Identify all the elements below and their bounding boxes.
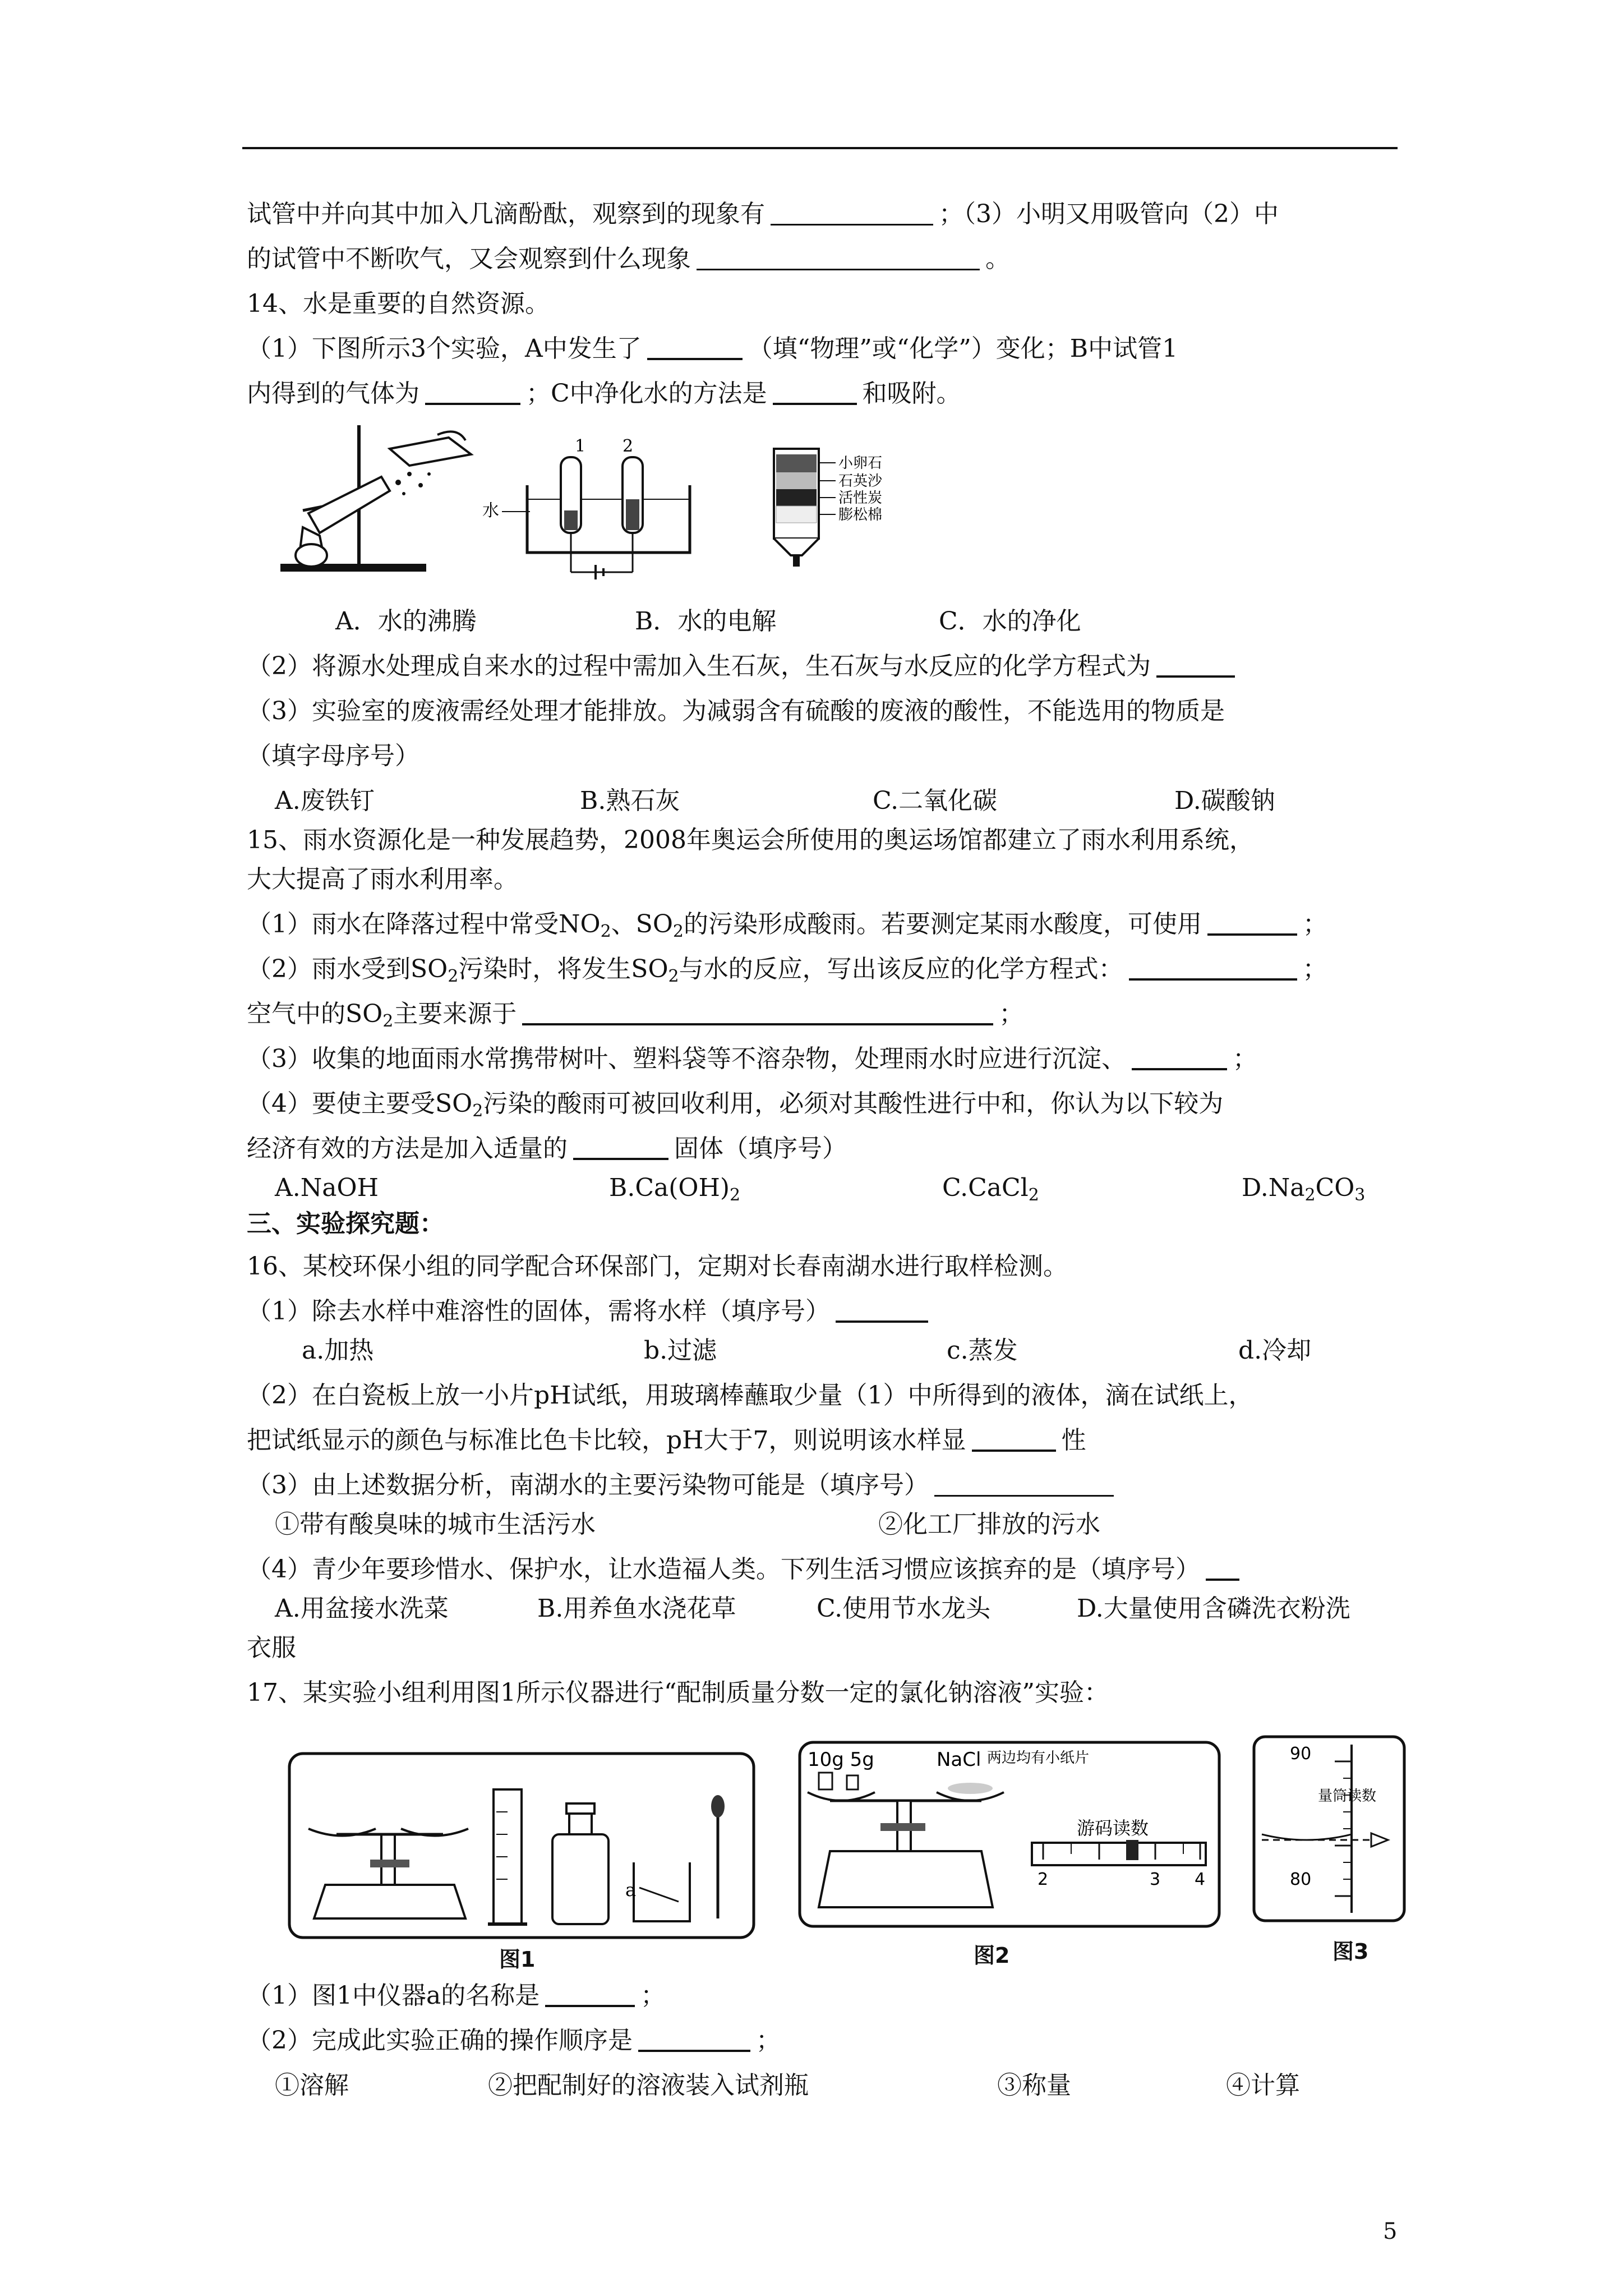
q15-p1: （1）雨水在降落过程中常受$NO_2$、$SO_2$的污染形成酸雨。若要测定某雨水酸度，可使用 ； — [247, 908, 1327, 949]
answer-blank[interactable] — [1129, 953, 1297, 981]
scale-tick-3: 3 — [1150, 1870, 1161, 1889]
figure-a-boiling-water — [269, 421, 482, 578]
q16-p2-line-1: （2）在白瓷板上放一小片pH试纸，用玻璃棒蘸取少量（1）中所得到的液体，滴在试纸上， — [247, 1381, 1253, 1410]
header-rule — [242, 147, 1398, 149]
answer-blank[interactable] — [1156, 650, 1235, 678]
q17-step-4: ④计算 — [1226, 2071, 1300, 2100]
tube-2-label: 2 — [623, 436, 634, 456]
q17-step-3: ③称量 — [997, 2071, 1071, 2100]
layer-carbon-label: 活性炭 — [838, 490, 883, 507]
q16-p1-option-c: c.蒸发 — [947, 1336, 1018, 1365]
figure-3-cylinder-reading — [1251, 1733, 1408, 1924]
q17-step-2: ②把配制好的溶液装入试剂瓶 — [488, 2071, 809, 2100]
q14-option-a: A.废铁钉 — [275, 786, 375, 815]
answer-blank[interactable] — [1132, 1042, 1227, 1070]
section-3-title: 三、实验探究题： — [247, 1209, 444, 1238]
q16-p3-option-1: ①带有酸臭味的城市生活污水 — [275, 1510, 596, 1539]
q14-p3-line-2: （填字母序号） — [247, 742, 419, 770]
q15-line-1: 15、雨水资源化是一种发展趋势，2008年奥运会所使用的奥运场馆都建立了雨水利用系统， — [247, 826, 1254, 854]
answer-blank[interactable] — [573, 1132, 668, 1160]
cylinder-mark-80: 80 — [1290, 1870, 1312, 1889]
answer-blank[interactable] — [425, 377, 520, 405]
paper-note-label: 两边均有小纸片 — [987, 1750, 1090, 1766]
q14-p1-line-2: 内得到的气体为 ；C中净化水的方法是 和吸附。 — [247, 377, 961, 411]
answer-blank[interactable] — [972, 1424, 1056, 1452]
caption-c: C．水的净化 — [939, 607, 1081, 636]
layer-cotton-label: 膨松棉 — [838, 507, 883, 523]
q16-p4-option-b: B.用养鱼水浇花草 — [537, 1594, 736, 1623]
answer-blank[interactable] — [545, 1979, 635, 2007]
q16-title: 16、某校环保小组的同学配合环保部门，定期对长春南湖水进行取样检测。 — [247, 1252, 1068, 1281]
figure-b-electrolysis — [471, 435, 707, 581]
q16-p4-option-a: A.用盆接水洗菜 — [275, 1594, 449, 1623]
q16-p1-option-d: d.冷却 — [1238, 1336, 1312, 1365]
q17-title: 17、某实验小组利用图1所示仪器进行“配制质量分数一定的氯化钠溶液”实验： — [247, 1678, 1109, 1707]
answer-blank[interactable] — [697, 243, 980, 270]
water-label: 水 — [482, 501, 499, 521]
answer-blank[interactable] — [934, 1469, 1114, 1497]
q16-p3-option-2: ②化工厂排放的污水 — [878, 1510, 1100, 1539]
weights-label: 10g 5g — [808, 1749, 874, 1771]
q14-p2: （2）将源水处理成自来水的过程中需加入生石灰，生石灰与水反应的化学方程式为 — [247, 650, 1241, 683]
q15-p3: （3）收集的地面雨水常携带树叶、塑料袋等不溶杂物，处理雨水时应进行沉淀、 ； — [247, 1042, 1257, 1076]
figure-1-instruments — [286, 1750, 757, 1941]
q15-p2-line-2: 空气中的$SO_2$主要来源于 ； — [247, 997, 1023, 1038]
q15-p2-line-1: （2）雨水受到$SO_2$污染时，将发生$SO_2$与水的反应，写出该反应的化学方程式： ； — [247, 953, 1327, 993]
caption-a: A．水的沸腾 — [335, 607, 477, 636]
q15-option-a: A.NaOH — [275, 1174, 379, 1202]
q16-p1-option-b: b.过滤 — [644, 1336, 717, 1365]
q14-title: 14、水是重要的自然资源。 — [247, 289, 550, 318]
figure-1-caption: 图1 — [499, 1947, 536, 1972]
layer-sand-label: 石英沙 — [838, 473, 883, 490]
q17-p1: （1）图1中仪器a的名称是 ； — [247, 1979, 665, 2013]
q16-p4: （4）青少年要珍惜水、保护水，让水造福人类。下列生活习惯应该摈弃的是（填序号） — [247, 1553, 1245, 1586]
q17-step-1: ①溶解 — [275, 2071, 349, 2100]
q16-p1-option-a: a.加热 — [302, 1336, 374, 1365]
q16-p3: （3）由上述数据分析，南湖水的主要污染物可能是（填序号） — [247, 1469, 1119, 1502]
figure-2-weighing — [796, 1739, 1223, 1930]
q16-p4-wrap: 衣服 — [247, 1634, 296, 1662]
q15-option-c: C.CaCl$_2$ — [942, 1174, 1039, 1205]
nacl-label: NaCl — [937, 1749, 981, 1771]
q16-p4-option-c: C.使用节水龙头 — [817, 1594, 991, 1623]
answer-blank[interactable] — [1207, 908, 1297, 936]
tube-1-label: 1 — [575, 436, 586, 456]
q14-p3-line-1: （3）实验室的废液需经处理才能排放。为减弱含有硫酸的废液的酸性，不能选用的物质是 — [247, 697, 1225, 725]
answer-blank[interactable] — [836, 1295, 928, 1323]
layer-pebble-label: 小卵石 — [838, 455, 883, 472]
answer-blank[interactable] — [771, 198, 933, 226]
q14-option-b: B.熟石灰 — [580, 786, 680, 815]
answer-blank[interactable] — [522, 997, 993, 1025]
q16-p4-option-d: D.大量使用含磷洗衣粉洗 — [1077, 1594, 1350, 1623]
q15-line-2: 大大提高了雨水利用率。 — [247, 865, 518, 894]
q16-p1: （1）除去水样中难溶性的固体，需将水样（填序号） — [247, 1295, 934, 1328]
page-number: 5 — [1383, 2219, 1398, 2244]
answer-blank[interactable] — [1206, 1553, 1239, 1581]
cylinder-reading-label: 量筒读数 — [1318, 1788, 1377, 1805]
q15-p4-line-2: 经济有效的方法是加入适量的 固体（填序号） — [247, 1132, 847, 1166]
answer-blank[interactable] — [647, 332, 743, 360]
q16-p2-line-2: 把试纸显示的颜色与标准比色卡比较，pH大于7，则说明该水样显 性 — [247, 1424, 1086, 1457]
q15-option-b: $B.Ca(OH)_2$ — [609, 1174, 741, 1205]
q13-line-1: 试管中并向其中加入几滴酚酞，观察到的现象有 ；（3）小明又用吸管向（2）中 — [247, 197, 1279, 231]
figure-2-caption: 图2 — [974, 1943, 1010, 1968]
cylinder-mark-90: 90 — [1290, 1744, 1312, 1764]
scale-tick-4: 4 — [1195, 1870, 1206, 1889]
instrument-a-label: a — [625, 1879, 637, 1901]
q17-p2: （2）完成此实验正确的操作顺序是 ； — [247, 2024, 781, 2058]
figure-c-water-purifier — [763, 443, 965, 572]
rider-reading-label: 游码读数 — [1077, 1818, 1149, 1839]
q15-p4-line-1: （4）要使主要受$SO_2$污染的酸雨可被回收利用，必须对其酸性进行中和，你认为以下较为 — [247, 1089, 1224, 1121]
q13-line-2: 的试管中不断吹气，又会观察到什么现象 。 — [247, 242, 1010, 276]
q14-p1-line-1: （1）下图所示3个实验，A中发生了 （填“物理”或“化学”）变化；B中试管1 — [247, 332, 1178, 366]
caption-b: B．水的电解 — [635, 607, 777, 636]
q14-option-d: D.碳酸钠 — [1174, 786, 1275, 815]
answer-blank[interactable] — [638, 2024, 750, 2052]
scale-tick-2: 2 — [1038, 1870, 1049, 1889]
q15-option-d: $D.Na_2CO_3$ — [1242, 1174, 1366, 1205]
answer-blank[interactable] — [773, 377, 857, 405]
q14-option-c: C.二氧化碳 — [873, 786, 998, 815]
figure-3-caption: 图3 — [1332, 1939, 1369, 1964]
